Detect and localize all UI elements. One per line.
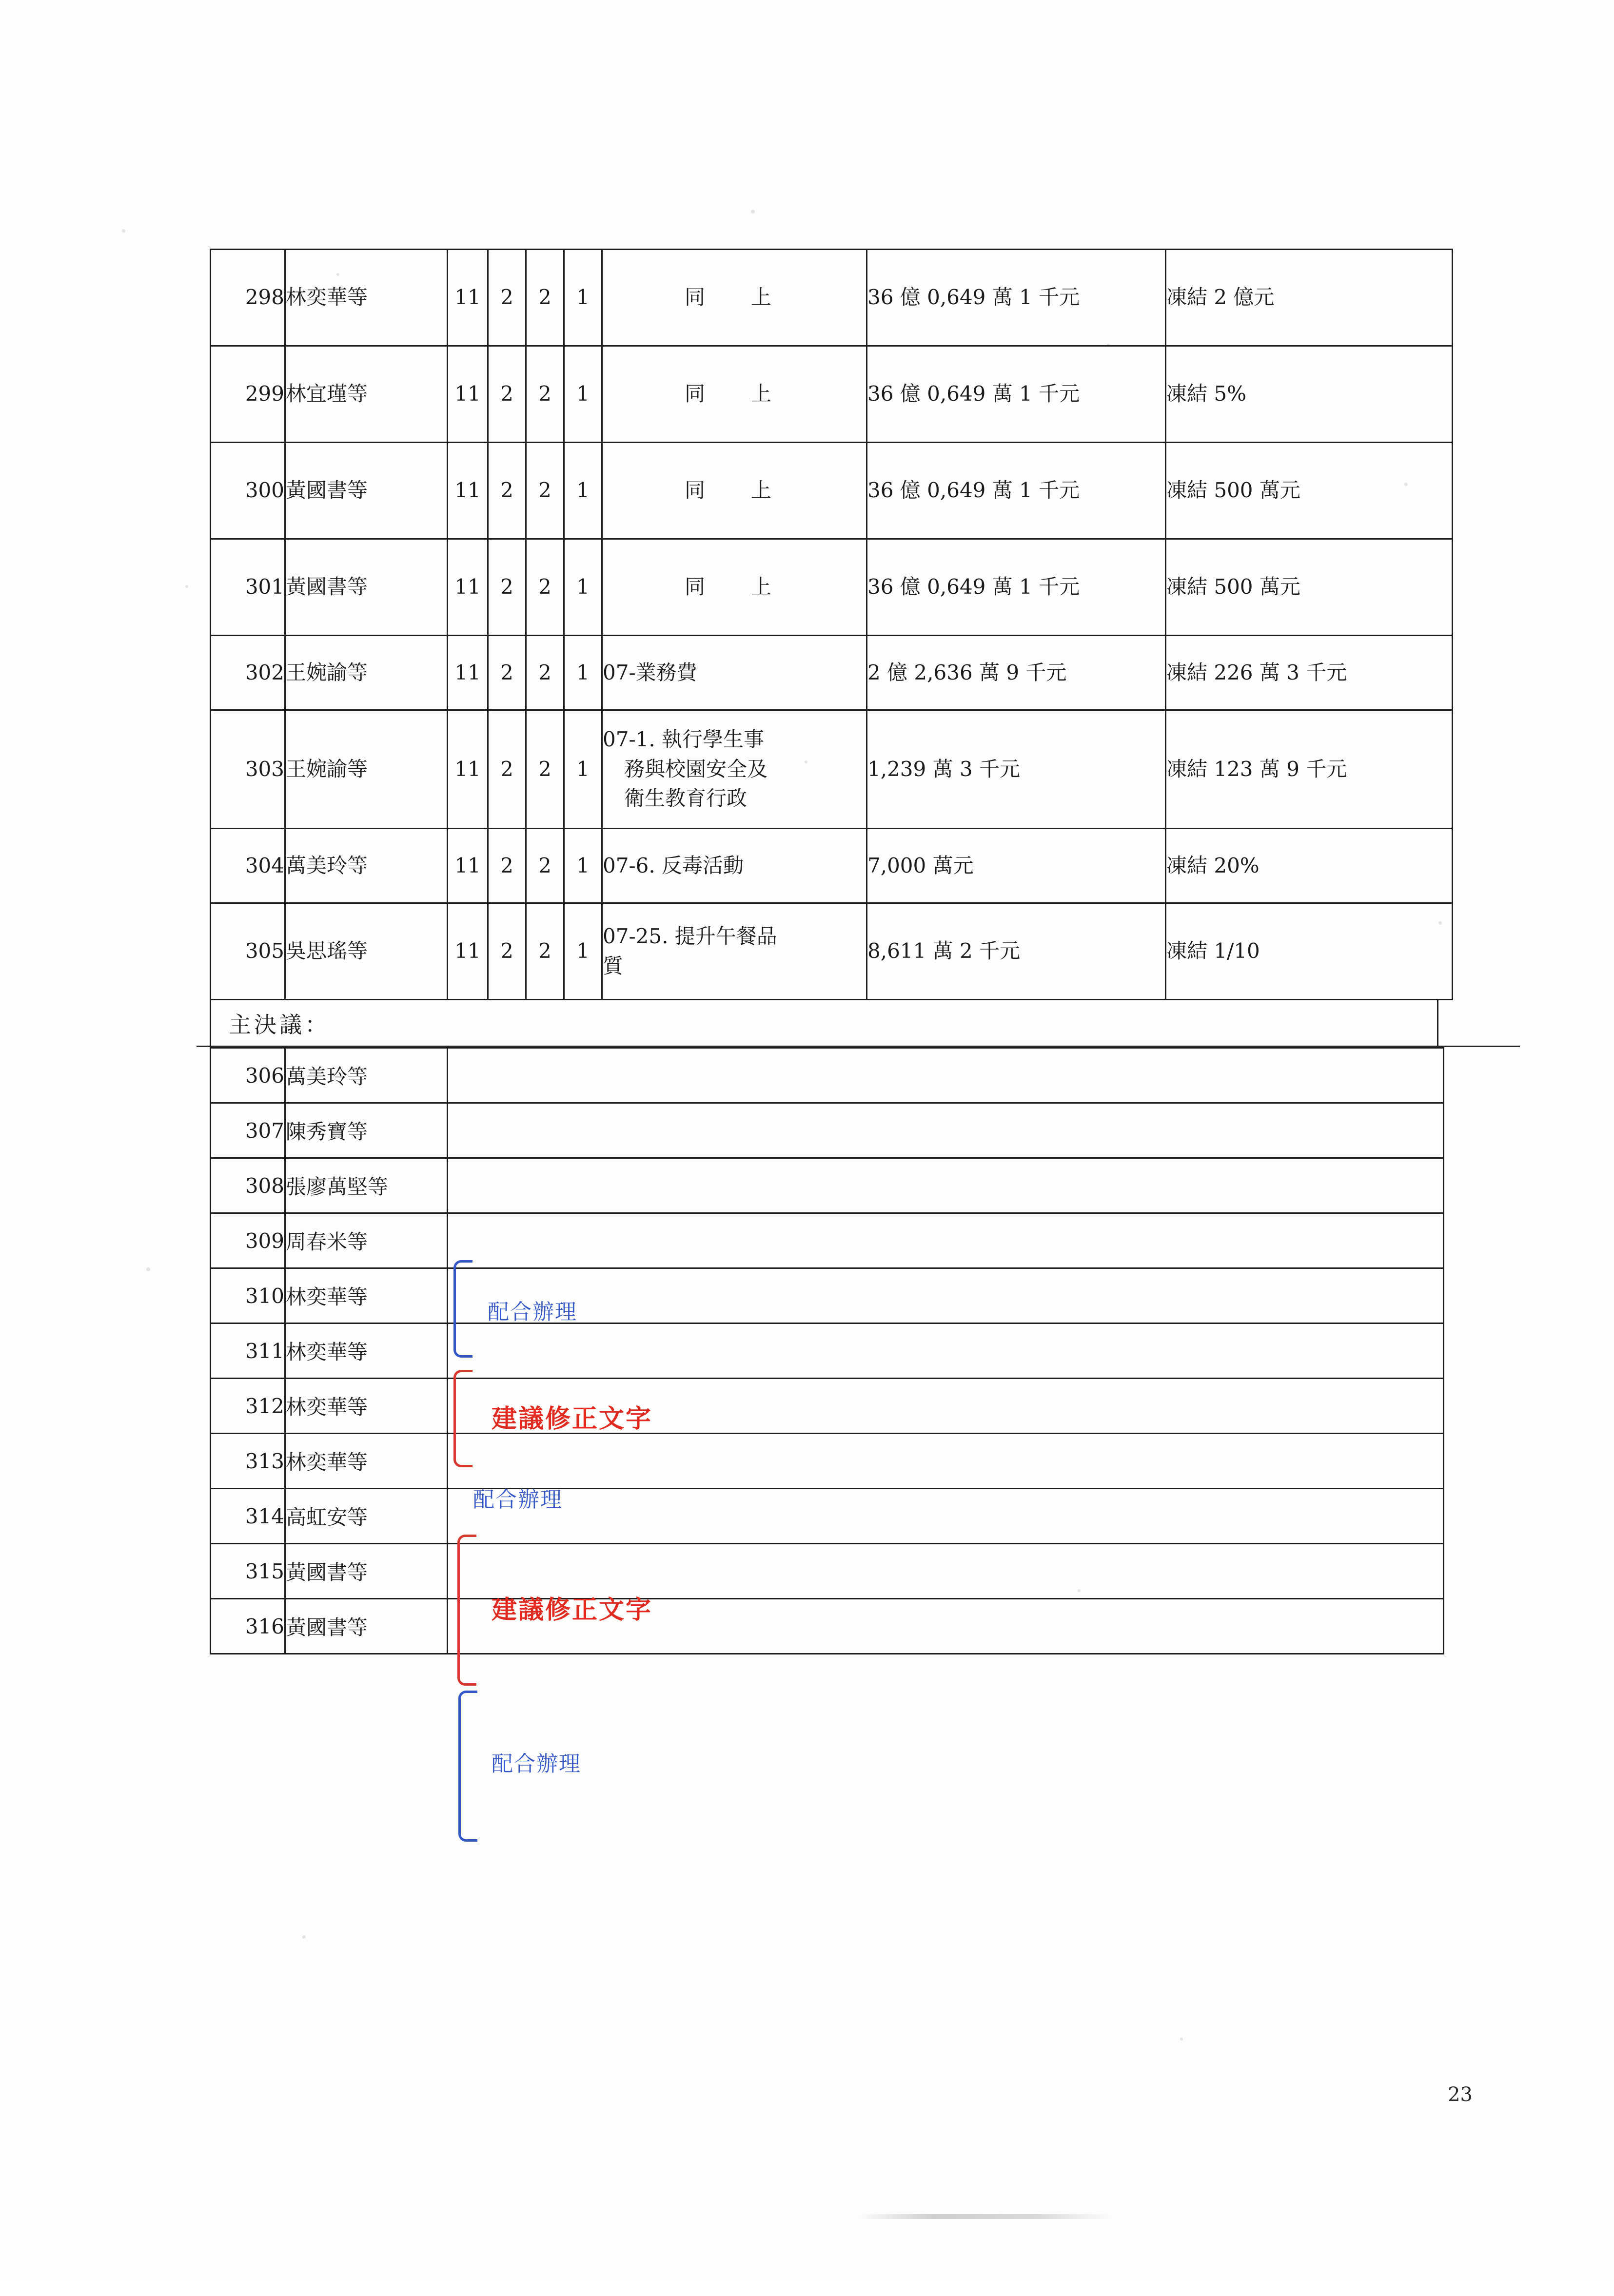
row-annotation-area bbox=[448, 1323, 1444, 1379]
document-body bbox=[210, 249, 1438, 1776]
page-number: 23 bbox=[1448, 2083, 1473, 2106]
list-item bbox=[211, 1268, 1444, 1323]
row-code-2: 2 bbox=[488, 443, 526, 539]
row-number: 312 bbox=[211, 1379, 285, 1434]
row-action: 凍結 1/10 bbox=[1166, 903, 1453, 1000]
row-number: 305 bbox=[211, 903, 285, 1000]
row-amount: 7,000 萬元 bbox=[867, 829, 1166, 903]
row-annotation-area bbox=[448, 1489, 1444, 1544]
row-code-2: 2 bbox=[488, 903, 526, 1000]
scan-speck bbox=[1180, 2038, 1183, 2041]
row-proposer: 高虹安等 bbox=[285, 1489, 448, 1544]
row-action: 凍結 2 億元 bbox=[1166, 250, 1453, 346]
row-item: 同 上 bbox=[602, 539, 867, 636]
table-row bbox=[211, 250, 1453, 346]
table-row bbox=[211, 443, 1453, 539]
row-code-1: 11 bbox=[448, 346, 488, 443]
row-code-4: 1 bbox=[564, 636, 602, 710]
list-item bbox=[211, 1544, 1444, 1599]
annotation-text: 建議修正文字 bbox=[492, 1596, 653, 1625]
row-number: 315 bbox=[211, 1544, 285, 1599]
row-code-1: 11 bbox=[448, 539, 488, 636]
list-item bbox=[211, 1379, 1444, 1434]
row-code-3: 2 bbox=[526, 346, 564, 443]
row-action: 凍結 20% bbox=[1166, 829, 1453, 903]
annotation-text: 建議修正文字 bbox=[492, 1404, 653, 1434]
resolution-heading-label: 主決議： bbox=[229, 1011, 330, 1038]
resolution-underline bbox=[197, 1046, 1520, 1047]
row-item bbox=[602, 710, 867, 829]
row-item-line-2: 質 bbox=[603, 953, 624, 978]
row-amount: 36 億 0,649 萬 1 千元 bbox=[867, 443, 1166, 539]
scan-speck bbox=[146, 1267, 150, 1271]
scan-speck bbox=[122, 229, 125, 233]
list-item bbox=[211, 1434, 1444, 1489]
budget-proposal-table bbox=[210, 249, 1453, 1000]
row-action: 凍結 500 萬元 bbox=[1166, 539, 1453, 636]
row-annotation-area bbox=[448, 1213, 1444, 1268]
list-item bbox=[211, 1599, 1444, 1654]
list-item bbox=[211, 1103, 1444, 1158]
row-proposer: 陳秀寶等 bbox=[285, 1103, 448, 1158]
row-proposer: 黃國書等 bbox=[285, 1544, 448, 1599]
table-row bbox=[211, 346, 1453, 443]
row-item: 同 上 bbox=[602, 443, 867, 539]
row-annotation-area bbox=[448, 1048, 1444, 1103]
row-proposer: 黃國書等 bbox=[285, 539, 448, 636]
row-number: 303 bbox=[211, 710, 285, 829]
row-action: 凍結 123 萬 9 千元 bbox=[1166, 710, 1453, 829]
row-number: 311 bbox=[211, 1323, 285, 1379]
row-proposer: 萬美玲等 bbox=[285, 1048, 448, 1103]
row-item-line-1: 07-1. 執行學生事 bbox=[603, 727, 765, 751]
row-action: 凍結 500 萬元 bbox=[1166, 443, 1453, 539]
row-code-1: 11 bbox=[448, 636, 488, 710]
annotation-text: 配合辦理 bbox=[492, 1751, 581, 1776]
row-amount: 36 億 0,649 萬 1 千元 bbox=[867, 346, 1166, 443]
row-number: 313 bbox=[211, 1434, 285, 1489]
row-code-4: 1 bbox=[564, 346, 602, 443]
row-item bbox=[602, 903, 867, 1000]
row-code-2: 2 bbox=[488, 346, 526, 443]
annotation-text: 配合辦理 bbox=[473, 1487, 563, 1512]
row-code-3: 2 bbox=[526, 250, 564, 346]
row-code-2: 2 bbox=[488, 250, 526, 346]
row-code-1: 11 bbox=[448, 829, 488, 903]
row-proposer: 林奕華等 bbox=[285, 1434, 448, 1489]
scan-speck bbox=[751, 210, 755, 214]
table-row bbox=[211, 539, 1453, 636]
row-code-2: 2 bbox=[488, 539, 526, 636]
row-code-1: 11 bbox=[448, 250, 488, 346]
row-code-4: 1 bbox=[564, 443, 602, 539]
row-number: 299 bbox=[211, 346, 285, 443]
table-row bbox=[211, 903, 1453, 1000]
table-row bbox=[211, 636, 1453, 710]
row-number: 310 bbox=[211, 1268, 285, 1323]
row-item-line-2: 務與校園安全及 bbox=[624, 757, 768, 781]
row-code-3: 2 bbox=[526, 903, 564, 1000]
row-number: 302 bbox=[211, 636, 285, 710]
row-item-line-3: 衛生教育行政 bbox=[624, 786, 748, 811]
row-proposer: 黃國書等 bbox=[285, 1599, 448, 1654]
annotation-text: 配合辦理 bbox=[488, 1300, 577, 1324]
row-amount: 36 億 0,649 萬 1 千元 bbox=[867, 250, 1166, 346]
row-code-4: 1 bbox=[564, 250, 602, 346]
resolution-table bbox=[210, 1047, 1444, 1654]
row-amount: 36 億 0,649 萬 1 千元 bbox=[867, 539, 1166, 636]
row-proposer: 王婉諭等 bbox=[285, 710, 448, 829]
row-code-4: 1 bbox=[564, 903, 602, 1000]
table-row bbox=[211, 710, 1453, 829]
row-code-2: 2 bbox=[488, 829, 526, 903]
row-proposer: 林奕華等 bbox=[285, 1268, 448, 1323]
row-annotation-area bbox=[448, 1103, 1444, 1158]
row-code-2: 2 bbox=[488, 636, 526, 710]
list-item bbox=[211, 1323, 1444, 1379]
row-number: 314 bbox=[211, 1489, 285, 1544]
row-code-3: 2 bbox=[526, 539, 564, 636]
row-proposer: 黃國書等 bbox=[285, 443, 448, 539]
row-number: 304 bbox=[211, 829, 285, 903]
row-amount: 8,611 萬 2 千元 bbox=[867, 903, 1166, 1000]
list-item bbox=[211, 1489, 1444, 1544]
row-code-1: 11 bbox=[448, 710, 488, 829]
row-code-3: 2 bbox=[526, 443, 564, 539]
row-annotation-area bbox=[448, 1599, 1444, 1654]
row-number: 300 bbox=[211, 443, 285, 539]
row-annotation-area bbox=[448, 1434, 1444, 1489]
row-proposer: 林奕華等 bbox=[285, 1323, 448, 1379]
row-annotation-area bbox=[448, 1268, 1444, 1323]
row-number: 306 bbox=[211, 1048, 285, 1103]
resolution-heading-row bbox=[210, 1000, 1438, 1047]
row-number: 308 bbox=[211, 1158, 285, 1213]
row-action: 凍結 226 萬 3 千元 bbox=[1166, 636, 1453, 710]
list-item bbox=[211, 1213, 1444, 1268]
row-amount: 2 億 2,636 萬 9 千元 bbox=[867, 636, 1166, 710]
row-proposer: 林宜瑾等 bbox=[285, 346, 448, 443]
row-code-4: 1 bbox=[564, 539, 602, 636]
list-item bbox=[211, 1158, 1444, 1213]
scan-smudge bbox=[858, 2214, 1112, 2219]
row-code-3: 2 bbox=[526, 710, 564, 829]
row-proposer: 吳思瑤等 bbox=[285, 903, 448, 1000]
row-code-3: 2 bbox=[526, 829, 564, 903]
list-item bbox=[211, 1048, 1444, 1103]
row-annotation-area bbox=[448, 1379, 1444, 1434]
row-number: 316 bbox=[211, 1599, 285, 1654]
row-code-2: 2 bbox=[488, 710, 526, 829]
row-item: 同 上 bbox=[602, 250, 867, 346]
row-proposer: 萬美玲等 bbox=[285, 829, 448, 903]
row-code-1: 11 bbox=[448, 903, 488, 1000]
table-row bbox=[211, 829, 1453, 903]
row-annotation-area bbox=[448, 1158, 1444, 1213]
row-number: 307 bbox=[211, 1103, 285, 1158]
scan-speck bbox=[185, 585, 188, 588]
row-code-4: 1 bbox=[564, 829, 602, 903]
row-code-3: 2 bbox=[526, 636, 564, 710]
row-number: 309 bbox=[211, 1213, 285, 1268]
scan-speck bbox=[302, 1935, 306, 1939]
row-annotation-area bbox=[448, 1544, 1444, 1599]
row-proposer: 王婉諭等 bbox=[285, 636, 448, 710]
row-item: 07-業務費 bbox=[602, 636, 867, 710]
row-code-1: 11 bbox=[448, 443, 488, 539]
row-item-line-1: 07-25. 提升午餐品 bbox=[603, 924, 777, 948]
row-proposer: 周春米等 bbox=[285, 1213, 448, 1268]
row-item: 07-6. 反毒活動 bbox=[602, 829, 867, 903]
row-number: 298 bbox=[211, 250, 285, 346]
row-proposer: 林奕華等 bbox=[285, 250, 448, 346]
row-amount: 1,239 萬 3 千元 bbox=[867, 710, 1166, 829]
row-item: 同 上 bbox=[602, 346, 867, 443]
row-action: 凍結 5% bbox=[1166, 346, 1453, 443]
row-code-4: 1 bbox=[564, 710, 602, 829]
row-number: 301 bbox=[211, 539, 285, 636]
row-proposer: 張廖萬堅等 bbox=[285, 1158, 448, 1213]
row-proposer: 林奕華等 bbox=[285, 1379, 448, 1434]
